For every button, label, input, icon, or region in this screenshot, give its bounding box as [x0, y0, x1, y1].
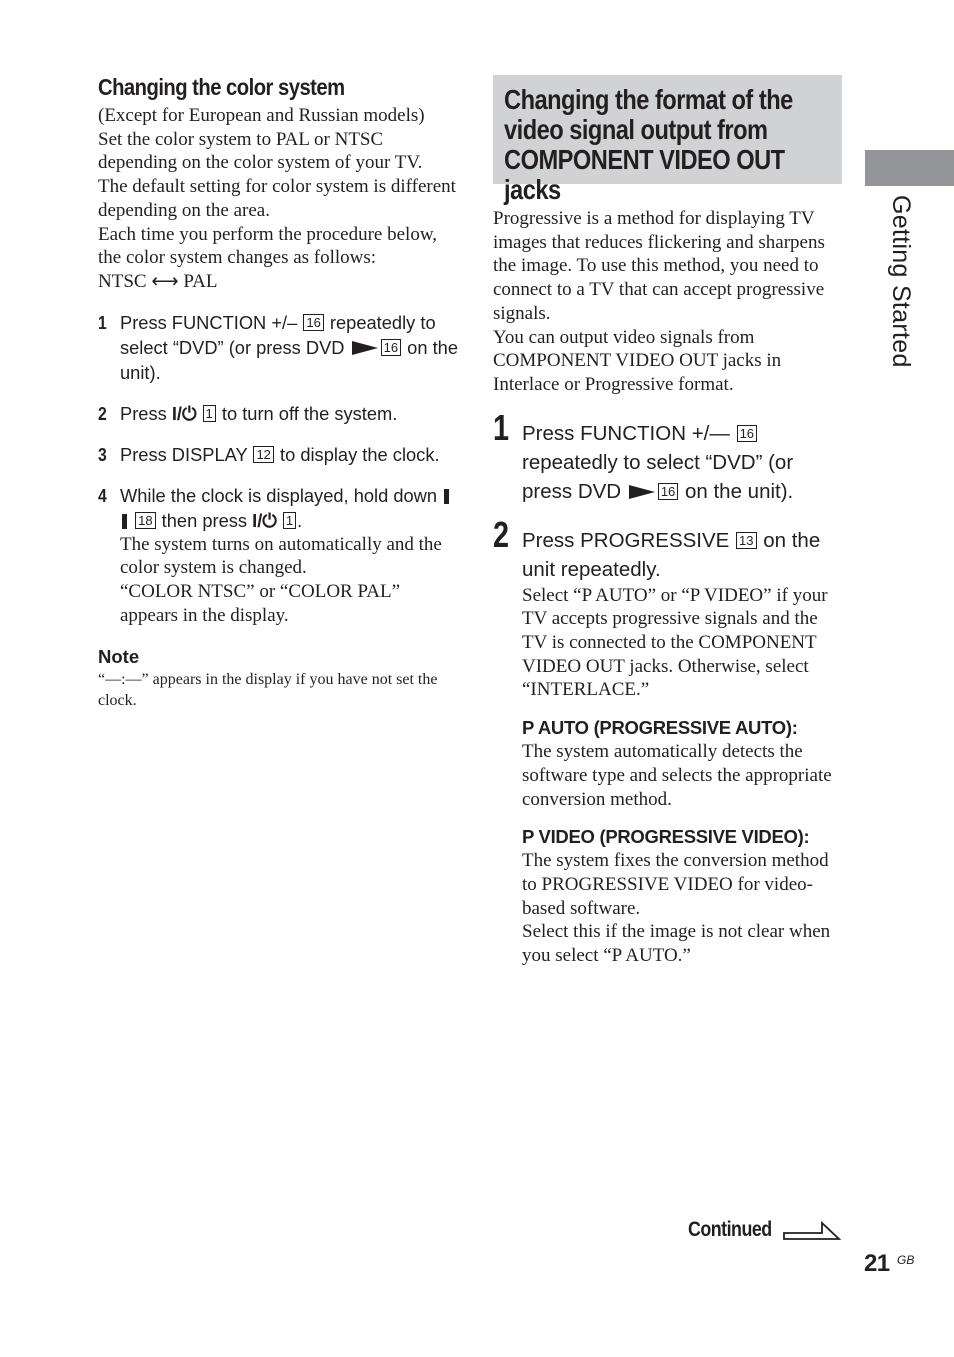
section-heading: Changing the format of the video signal output from COMPONENT VIDEO OUT jacks — [504, 84, 793, 205]
intro-paragraph: (Except for European and Russian models) — [98, 105, 425, 126]
key-label: 16 — [381, 339, 401, 356]
step-number: 4 — [98, 484, 107, 506]
step-text: Press FUNCTION +/– — [120, 311, 298, 333]
step-1 — [98, 310, 458, 385]
option-text: The system automatically detects the software type and selects the appropriate conversion method. — [522, 741, 832, 810]
step-number: 2 — [98, 402, 107, 424]
power-icon: I/⏻ — [252, 509, 277, 531]
step-text: repeatedly to select “DVD” (or press DVD — [120, 311, 436, 358]
step-text: then press — [161, 509, 248, 531]
intro-paragraph: Set the color system to PAL or NTSC depending on the color system of your TV. — [98, 128, 423, 174]
step-text: Press — [120, 402, 167, 424]
color-cycle — [98, 270, 458, 294]
cycle-right: PAL — [183, 270, 218, 292]
key-label: 12 — [253, 446, 273, 463]
key-label: 16 — [737, 425, 757, 442]
step-2 — [493, 513, 838, 968]
pause-icon — [122, 514, 127, 529]
option-title: P VIDEO (PROGRESSIVE VIDEO): — [522, 826, 810, 848]
key-label: 1 — [203, 405, 216, 422]
step-text: repeatedly to select “DVD” (or press DVD — [522, 450, 794, 503]
left-column — [98, 72, 458, 711]
step-text: . — [297, 509, 303, 531]
option-p-video — [522, 825, 838, 968]
step-1 — [493, 406, 838, 506]
play-icon — [352, 341, 378, 355]
step-text: on the unit repeatedly. — [522, 528, 821, 581]
step-text: on the unit). — [684, 479, 794, 503]
intro-paragraph: Progressive is a method for displaying TV images that reduces flickering and sharpens the image. To use this method, you need to connect to a TV that can accept progressive signals. — [493, 208, 825, 324]
step-3 — [98, 442, 458, 467]
intro-text — [98, 104, 458, 294]
side-tab-bar — [865, 150, 954, 186]
intro-text — [493, 207, 838, 397]
side-tab-label: Getting Started — [887, 195, 915, 368]
step-number: 3 — [98, 443, 107, 465]
intro-paragraph: The default setting for color system is different depending on the area. — [98, 176, 456, 221]
note-text: “––:––” appears in the display if you have not set the clock. — [98, 671, 438, 710]
step-text: on the unit). — [120, 336, 458, 383]
key-label: 16 — [303, 314, 323, 331]
continued-arrow-icon — [782, 1220, 842, 1242]
step-2 — [98, 401, 458, 426]
option-p-auto — [522, 716, 838, 811]
pause-icon — [444, 489, 449, 504]
key-label: 13 — [736, 532, 756, 549]
key-label: 1 — [283, 512, 296, 529]
step-text: While the clock is displayed, hold down — [120, 484, 438, 506]
step-text: Press FUNCTION +/— — [522, 421, 730, 445]
cycle-left: NTSC — [98, 270, 147, 292]
section-title: Changing the color system — [98, 74, 345, 100]
double-arrow-icon: ⟷ — [151, 270, 179, 292]
step-text: Press PROGRESSIVE — [522, 528, 730, 552]
right-column — [493, 207, 838, 968]
intro-paragraph: You can output video signals from COMPONENT VIDEO OUT jacks in Interlace or Progressive format. — [493, 326, 782, 395]
note — [98, 645, 458, 711]
continued-label: Continued — [688, 1218, 772, 1241]
step-number: 1 — [493, 406, 510, 448]
step-detail-line: The system turns on automatically and the color system is changed. — [120, 533, 442, 579]
step-number: 2 — [493, 513, 510, 555]
section-heading-box — [493, 75, 842, 205]
step-number: 1 — [98, 311, 107, 333]
step-4 — [98, 483, 458, 628]
step-detail — [120, 533, 458, 628]
key-label: 18 — [135, 512, 155, 529]
step-text: to turn off the system. — [221, 402, 398, 424]
option-title: P AUTO (PROGRESSIVE AUTO): — [522, 717, 798, 739]
page-suffix: GB — [897, 1253, 915, 1267]
step-text: to display the clock. — [280, 443, 440, 465]
key-label: 16 — [658, 483, 678, 500]
step-text: Press DISPLAY — [120, 443, 248, 465]
option-text: The system fixes the conversion method to PROGRESSIVE VIDEO for video-based software. — [522, 850, 829, 919]
power-icon: I/⏻ — [171, 402, 197, 424]
intro-paragraph: Each time you perform the procedure below, the color system changes as follows: — [98, 223, 438, 269]
page-number: 21 — [864, 1250, 890, 1277]
note-label: Note — [98, 646, 140, 668]
play-icon — [629, 485, 655, 499]
step-detail-line: “COLOR NTSC” or “COLOR PAL” appears in the display. — [120, 581, 401, 626]
step-detail: Select “P AUTO” or “P VIDEO” if your TV accepts progressive signals and the TV is connected to the COMPONENT VIDEO OUT jacks. Otherwise, select “INTERLACE.” — [522, 584, 828, 701]
option-text: Select this if the image is not clear when you select “P AUTO.” — [522, 921, 831, 967]
